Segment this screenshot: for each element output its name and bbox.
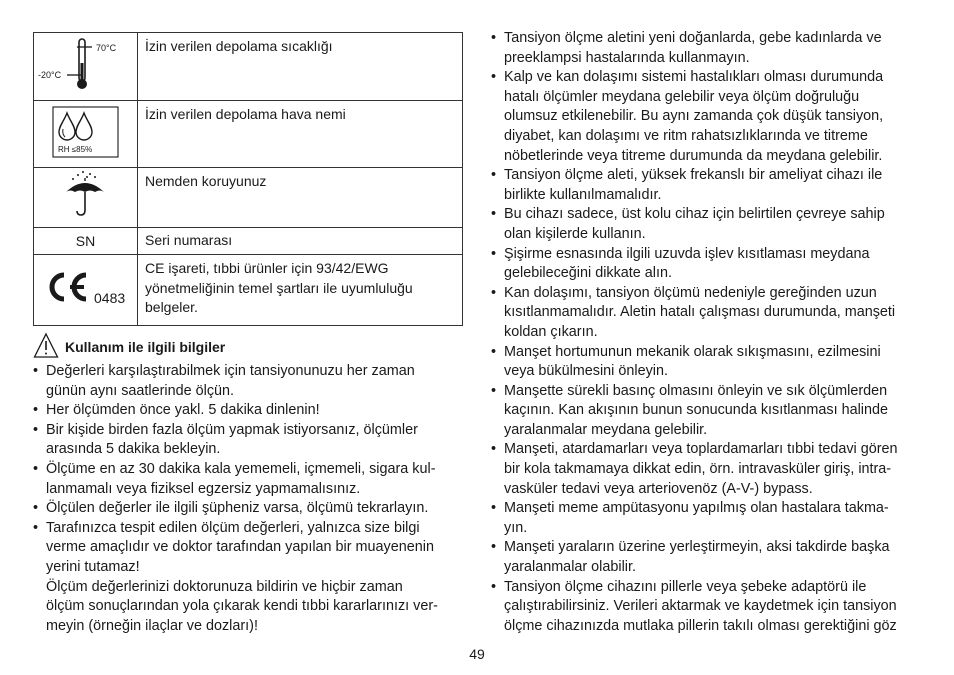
- list-item-line: ölçüm sonuçlarından yola çıkarak kendi tıbbi kararlarınızı ver-: [46, 598, 438, 615]
- list-item: [33, 362, 469, 401]
- list-item-line: lanmamalı veya fiziksel egzersiz yapmamalısınız.: [46, 480, 361, 497]
- symbol-table: [33, 32, 463, 326]
- list-item-line: Ölçülen değerler ile ilgili şüpheniz varsa, ölçümü tekrarlayın.: [46, 500, 429, 517]
- list-item: [491, 245, 927, 284]
- list-item-line: yaralanmalar meydana gelebilir.: [504, 421, 708, 438]
- list-item: [491, 440, 927, 499]
- list-item: [33, 499, 469, 519]
- list-item-line: verme amaçlıdır ve doktor tarafından yapılan bir muayenenin: [46, 539, 434, 556]
- list-item-line: gelebileceğini dikkate alın.: [504, 265, 673, 282]
- list-item: [491, 284, 927, 343]
- list-item-line: Tarafınızca tespit edilen ölçüm değerleri, yalnızca size bilgi: [46, 519, 420, 536]
- symbol-cell: [34, 168, 138, 228]
- list-item-line: Manşeti yaraların üzerine yerleştirmeyin, aksi takdirde başka: [504, 539, 890, 556]
- symbol-row-humidity: [34, 101, 463, 168]
- symbol-description: İzin verilen depolama sıcaklığı: [138, 33, 463, 101]
- list-item-line: Bu cihazı sadece, üst kolu cihaz için belirtilen çevreye sahip: [504, 206, 885, 223]
- list-item-line: birlikte kullanılmamalıdır.: [504, 186, 662, 203]
- humidity-label: RH ≤85%: [58, 145, 93, 154]
- list-item-line: olumsuz etkilenebilir. Bu aynı zamanda çok düşük tansiyon,: [504, 108, 884, 125]
- list-item-line: vasküler tedavi veya arteriovenöz (A-V-) bypass.: [504, 480, 813, 497]
- list-item: [491, 29, 927, 68]
- ce-mark-icon: [34, 255, 137, 320]
- list-item: [491, 205, 927, 244]
- list-item-line: yaralanmalar olabilir.: [504, 559, 636, 576]
- list-item-line: Ölçüme en az 30 dakika kala yememeli, içmemeli, sigara kul-: [46, 460, 436, 477]
- list-item-line: arasında 5 dakika bekleyin.: [46, 441, 221, 458]
- list-item-line: koldan çıkarın.: [504, 323, 598, 340]
- list-item: [491, 166, 927, 205]
- usage-info-title: Kullanım ile ilgili bilgiler: [65, 339, 226, 355]
- list-item-line: Şişirme esnasında ilgili uzuvda işlev kısıtlaması meydana: [504, 245, 870, 262]
- page-number: 49: [469, 646, 485, 662]
- list-item: [491, 538, 927, 577]
- list-item-line: yın.: [504, 519, 528, 536]
- list-item-line: günün aynı saatlerinde ölçün.: [46, 382, 235, 399]
- list-item-line: veya bükülmesini önleyin.: [504, 363, 668, 380]
- symbol-description: Seri numarası: [138, 228, 463, 255]
- warning-triangle-icon: [33, 332, 59, 359]
- list-item-line: Ölçüm değerlerinizi doktorunuza bildirin ve hiçbir zaman: [46, 578, 403, 595]
- list-item-line: Tansiyon ölçme cihazını pillerle veya şebeke adaptörü ile: [504, 578, 867, 595]
- list-item-line: diyabet, kan dolaşımı ve ritm rahatsızlıklarında ve titreme: [504, 127, 868, 144]
- serial-number-symbol: SN: [34, 228, 138, 255]
- list-item-line: Tansiyon ölçme aleti, yüksek frekanslı bir ameliyat cihazı ile: [504, 167, 883, 184]
- umbrella-rain-icon: [34, 168, 137, 222]
- list-item-line: kaçının. Kan akışının bunun sonucunda kısıtlanması halinde: [504, 402, 889, 419]
- symbol-row-serial: [34, 228, 463, 255]
- symbol-row-keep-dry: [34, 168, 463, 228]
- list-item-line: yerini tutamaz!: [46, 558, 140, 575]
- list-item: [491, 382, 927, 441]
- thermometer-high-label: 70°C: [96, 43, 117, 53]
- symbol-description: CE işareti, tıbbi ürünler için 93/42/EWG yönetmeliğinin temel şartları ile uyumluluğu belgeler.: [138, 255, 463, 326]
- list-item: [33, 460, 469, 499]
- humidity-icon: [34, 101, 137, 162]
- list-item-line: Tansiyon ölçme aletini yeni doğanlarda, gebe kadınlarda ve: [504, 30, 882, 46]
- list-item: [33, 401, 469, 421]
- list-item-line: çalıştırabilirsiniz. Verileri aktarmak ve kaydetmek için tansiyon: [504, 598, 897, 615]
- symbol-description: İzin verilen depolama hava nemi: [138, 101, 463, 168]
- symbol-row-ce: [34, 255, 463, 326]
- list-item-line: Kan dolaşımı, tansiyon ölçümü nedeniyle gereğinden uzun: [504, 284, 877, 301]
- list-item: [33, 421, 469, 460]
- list-item-line: Değerleri karşılaştırabilmek için tansiyonunuzu her zaman: [46, 363, 415, 379]
- list-item-line: Her ölçümden önce yakl. 5 dakika dinlenin!: [46, 402, 320, 419]
- symbol-cell: [34, 255, 138, 326]
- list-item-continuation: [33, 578, 469, 637]
- list-item-line: Kalp ve kan dolaşımı sistemi hastalıkları olması durumunda: [504, 69, 884, 86]
- list-item-line: meyin (örneğin ilaçlar ve dozları)!: [46, 617, 258, 634]
- right-bullet-list: [491, 29, 927, 636]
- list-item: [33, 519, 469, 578]
- list-item: [491, 578, 927, 637]
- symbol-row-temperature: [34, 33, 463, 101]
- list-item-line: hatalı ölçümler meydana gelebilir veya ölçüm doğruluğu: [504, 88, 860, 105]
- list-item-line: olan kişilerde kullanın.: [504, 225, 646, 242]
- list-item-line: ölçme cihazınızda mutlaka pillerin takılı olması gerektiğini göz: [504, 617, 897, 634]
- list-item-line: Manşet hortumunun mekanik olarak sıkışmasını, ezilmesini: [504, 343, 881, 360]
- list-item-line: Bir kişide birden fazla ölçüm yapmak istiyorsanız, ölçümler: [46, 421, 418, 438]
- list-item: [491, 343, 927, 382]
- list-item-line: Manşette sürekli basınç olmasını önleyin ve sık ölçümlerden: [504, 382, 888, 399]
- list-item-line: preeklampsi hastalarında kullanmayın.: [504, 49, 750, 66]
- list-item: [491, 68, 927, 166]
- thermometer-icon: [34, 33, 137, 95]
- symbol-cell: [34, 101, 138, 168]
- list-item-line: Manşeti meme ampütasyonu yapılmış olan hastalara takma-: [504, 500, 889, 517]
- notified-body-number: 0483: [94, 290, 126, 306]
- list-item-line: Manşeti, atardamarları veya toplardamarları tıbbi tedavi gören: [504, 441, 898, 458]
- list-item-line: nöbetlerinde veya titreme durumunda da meydana gelebilir.: [504, 147, 883, 164]
- thermometer-low-label: -20°C: [38, 70, 62, 80]
- list-item-line: bir kola takmamaya dikkat edin, örn. intravasküler giriş, intra-: [504, 461, 892, 478]
- left-bullet-list: [33, 362, 469, 636]
- symbol-cell: [34, 33, 138, 101]
- usage-info-heading: [33, 327, 225, 359]
- symbol-description: Nemden koruyunuz: [138, 168, 463, 228]
- list-item-line: kısıtlanmamalıdır. Aletin hatalı çalışması durumunda, manşeti: [504, 304, 896, 321]
- list-item: [491, 499, 927, 538]
